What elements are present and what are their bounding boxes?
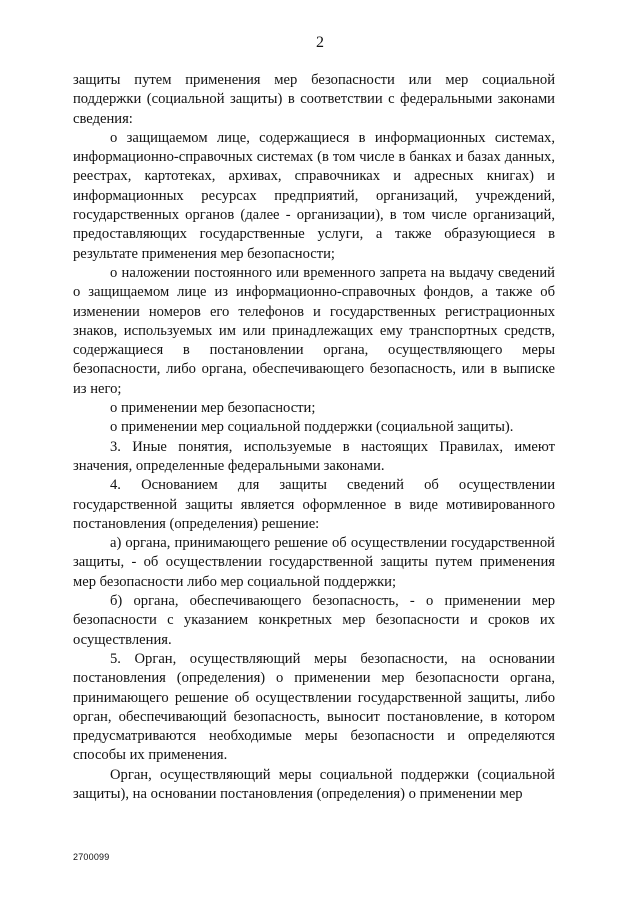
paragraph: о защищаемом лице, содержащиеся в информационных системах, информационно-справочных системах (в том числе в банках и базах данных, реестрах, картотеках, архивах, справочниках и адресных книгах) и информационных ресурсах предприятий, организаций, учреждений, государственных органов (далее - организации), в том числе организаций, предоставляющих государственные услуги, а также образующиеся в результате применения мер безопасности; <box>73 129 555 262</box>
paragraph: б) органа, обеспечивающего безопасность, - о применении мер безопасности с указанием конкретных мер безопасности и сроков их осуществления. <box>73 593 555 648</box>
paragraph: 4. Основанием для защиты сведений об осуществлении государственной защиты является оформленное в виде мотивированного постановления (определения) решение: <box>73 477 555 532</box>
paragraph: о применении мер социальной поддержки (социальной защиты). <box>110 419 514 436</box>
paragraph: о наложении постоянного или временного запрета на выдачу сведений о защищаемом лице из информационно-справочных фондов, а также об изменении номеров его телефонов и государственных регистрационных знаков, используемых им или принадлежащих ему транспортных средств, содержащиеся в постановлении органа, осуществляющего меры безопасности, либо органа, обеспечивающего безопасность, или в выписке из него; <box>73 264 555 397</box>
paragraph: а) органа, принимающего решение об осуществлении государственной защиты, - об осуществлении государственной защиты путем применения мер безопасности либо мер социальной поддержки; <box>73 535 555 590</box>
paragraph: 3. Иные понятия, используемые в настоящих Правилах, имеют значения, определенные федеральными законами. <box>73 438 555 474</box>
document-code: 2700099 <box>73 852 110 862</box>
paragraph: о применении мер безопасности; <box>110 400 316 417</box>
page-number: 2 <box>316 34 324 51</box>
document-body <box>73 71 555 804</box>
paragraph: Орган, осуществляющий меры социальной поддержки (социальной защиты), на основании постановления (определения) о применении мер <box>73 766 555 802</box>
paragraph: 5. Орган, осуществляющий меры безопасности, на основании постановления (определения) о применении мер безопасности органа, принимающего решение об осуществлении государственной защиты, либо орган, обеспечивающий безопасность, выносит постановление, в котором предусматриваются необходимые меры безопасности и определяются способы их применения. <box>73 650 555 764</box>
paragraph: защиты путем применения мер безопасности или мер социальной поддержки (социальной защиты) в соответствии с федеральными законами сведения: <box>73 72 555 127</box>
